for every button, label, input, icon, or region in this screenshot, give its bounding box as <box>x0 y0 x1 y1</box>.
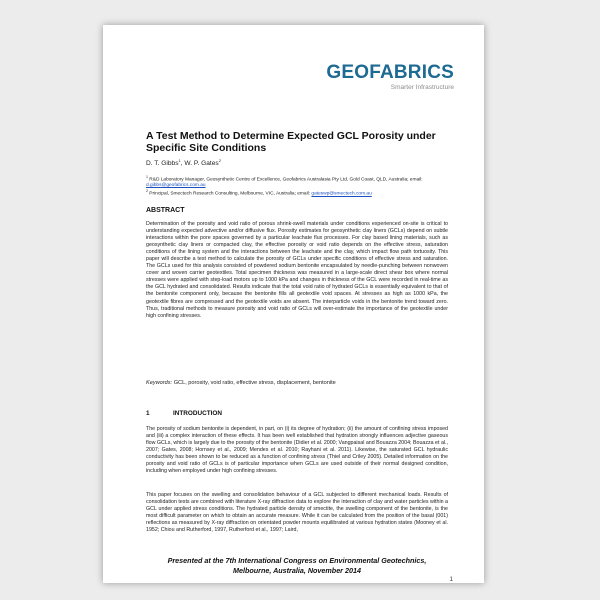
logo-tagline: Smarter Infrastructure <box>390 84 454 91</box>
section-title: INTRODUCTION <box>173 410 222 417</box>
author-superscript: 2 <box>218 158 221 163</box>
geofabrics-logo <box>326 63 454 92</box>
footer-line-1: Presented at the 7th International Congress on Environmental Geotechnics, <box>167 556 427 565</box>
page-number: 1 <box>449 577 453 583</box>
affiliation-text: Principal, Smectech Research Consulting, Melbourne, VIC, Australia; email: <box>149 191 311 197</box>
abstract-heading: ABSTRACT <box>146 207 185 214</box>
intro-paragraph-2: This paper focuses on the swelling and consolidation behaviour of a GCL subjected to different mechanical loads. Results of consolidation tests are combined with literature X-ray diffraction data to explore the interaction of clay and water particles within a GCL under applied stress conditions. The hydrated particle density of smectite, the swelling component of the bentonite, is the most difficult parameter on which to obtain an accurate measure. While it can be calculated from the position of the basal (001) reflections as measured by X-ray diffraction on orientated powder mounts equilibrated at various hydration states (Mooney et al. 1952; Chiou and Rutherford, 1997, Rutherford et al., 1997; Laird, <box>146 492 448 534</box>
intro-paragraph-1: The porosity of sodium bentonite is dependent, in part, on (i) its degree of hydration; (ii) the amount of confining stress imposed and (iii) a complex interaction of these effects. It has been well established that hydration strongly influences adjective gaseous flow GCLs, which is largely due to the porosity of the bentonite (Didier et al. 2000; Vangpaisal and Bouazza 2004; Bouazza et al., 2007; Gates, 2008; Hornsey et al., 2009; Mendes et al. 2010; Rayhani et al. 2011). Likewise, the saturated GCL hydraulic conductivity has been shown to be reduced as a function of confining stress (Thiel and Criley 2005). Detailed information on the porosity and void ratio of GCLs is of particular importance when GCLs are used outside of their normal designed condition, including when employed under high confining stresses. <box>146 426 449 475</box>
author-name: , W. P. Gates <box>180 160 219 168</box>
section-heading-introduction <box>146 410 222 417</box>
affiliations <box>146 175 446 198</box>
keywords-text: GCL, porosity, void ratio, effective stress, displacement, bentonite <box>173 380 336 386</box>
section-number: 1 <box>146 410 150 417</box>
conference-footer <box>146 556 448 576</box>
keywords-label: Keywords: <box>146 380 173 386</box>
author-list <box>146 158 221 167</box>
abstract-text: Determination of the porosity and void ratio of porous shrink-swell materials under conditions experienced on-site is critical to understanding expected advective and/or diffusive flux. Porosity estimates for geosynthetic clay liners (GCLs) depend on subtle interactions within the pore spaces governed by a particular leachate flux processes. For clay based lining materials, such as geosynthetic clay liners or compacted clay, the effective porosity or void ratio depends on the effective stress, saturation conditions of the lining system and the interactions between the leachate and the clay, which impact flow path tortuosity. This paper will describe a test method to calculate the porosity of GCLs under specific conditions of effective stress and saturation. The GCLs used for this analysis consisted of powdered sodium bentonite encapsulated by needle-punching between nonwoven cover and woven carrier geotextiles. Total specimen thickness was measured in a large-scale direct shear box where normal stresses were applied with step-load motors up to 1000 kPa and changes in thickness of the GCL were recorded in real-time as the GCL hydrated and consolidated. Results indicate that the total void ratio of hydrated GCLs is essentially equivalent to that of the bentonite component only, because the bentonite fills all geotextile void spaces. At stresses as high as 1000 kPa, the geotextile fibres are compressed and the geotextile voids are absent. The interparticle voids in the bentonite trend toward zero. Thus, traditional methods to measure porosity and void ratio of GCLs will over-estimate the importance of the geotextile under high confining stresses. <box>146 221 448 319</box>
author-superscript: 1 <box>178 158 181 163</box>
email-link[interactable]: d.gibbs@geofabrics.com.au <box>146 183 206 189</box>
author-name: D. T. Gibbs <box>146 160 179 168</box>
logo-name: GEOFABRICS <box>326 62 454 83</box>
paper-title: A Test Method to Determine Expected GCL Porosity under Specific Site Conditions <box>146 130 436 154</box>
email-link[interactable]: gateswp@smectech.com.au <box>311 191 372 197</box>
affiliation-2 <box>146 189 446 197</box>
keywords-line <box>146 380 336 386</box>
affiliation-superscript: 2 <box>146 189 148 194</box>
affiliation-superscript: 1 <box>146 175 148 179</box>
affiliation-1 <box>146 175 446 189</box>
footer-line-2: Melbourne, Australia, November 2014 <box>233 566 361 575</box>
document-page <box>103 25 484 583</box>
affiliation-text: R&D Laboratory Manager, Geosynthetic Centre of Excellence, Geofabrics Australasia Pty Ltd, Gold Coast, QLD, Australia; email: <box>149 177 423 183</box>
